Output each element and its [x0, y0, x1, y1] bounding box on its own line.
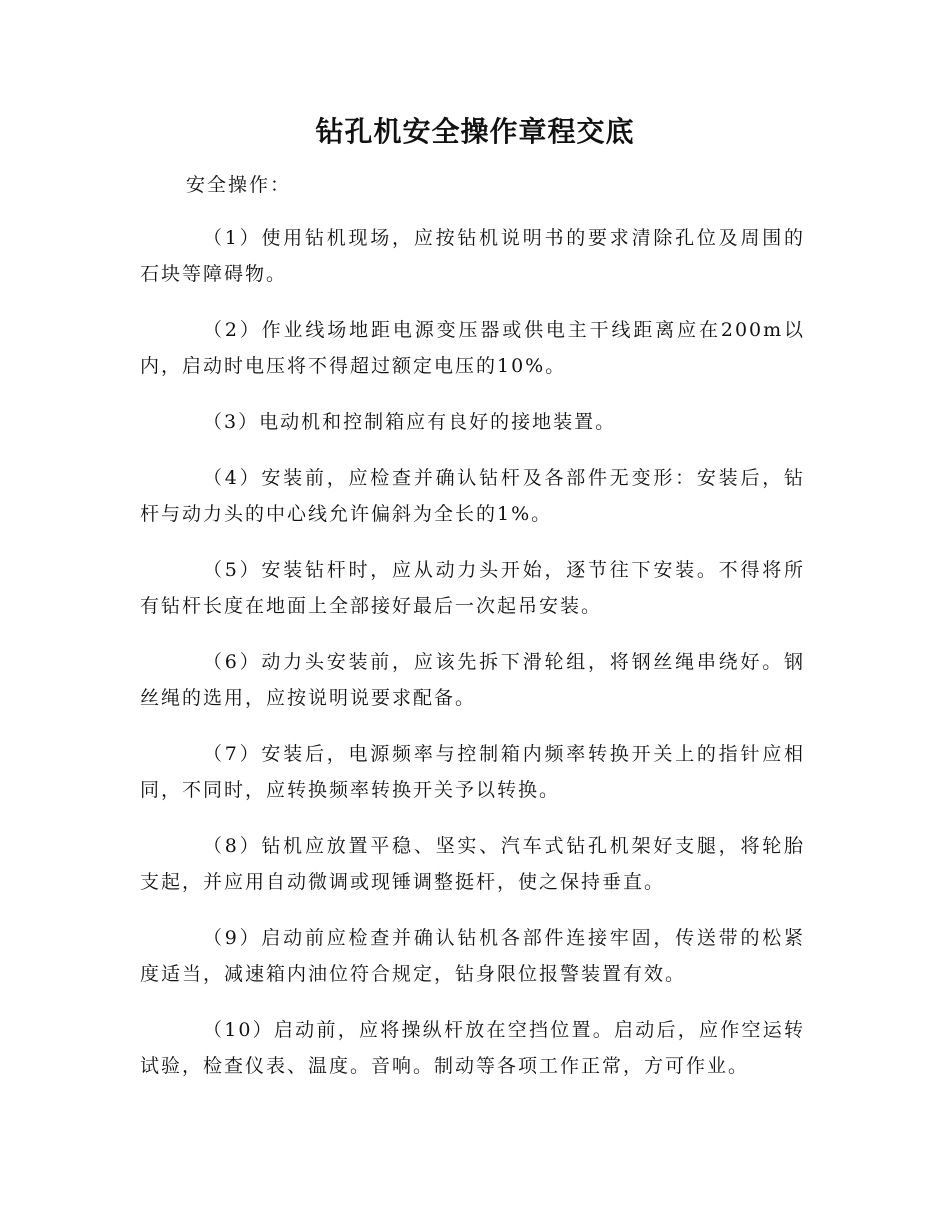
rule-list — [140, 220, 805, 1104]
document-title: 钻孔机安全操作章程交底 — [315, 115, 635, 148]
rule-item-1: （1）使用钻机现场，应按钻机说明书的要求清除孔位及周围的石块等障碍物。 — [140, 227, 805, 285]
rule-item-4: （4）安装前，应检查并确认钻杆及各部件无变形：安装后，钻杆与动力头的中心线允许偏斜为全长的1%。 — [140, 467, 805, 525]
rule-item-7: （7）安装后，电源频率与控制箱内频率转换开关上的指针应相同，不同时，应转换频率转换开关予以转换。 — [140, 743, 805, 801]
rule-item-10: （10）启动前，应将操纵杆放在空挡位置。启动后，应作空运转试验，检查仪表、温度。音响。制动等各项工作正常，方可作业。 — [140, 1019, 805, 1077]
section-label: 安全操作： — [186, 174, 292, 196]
rule-item-5: （5）安装钻杆时，应从动力头开始，逐节往下安装。不得将所有钻杆长度在地面上全部接好最后一次起吊安装。 — [140, 559, 805, 617]
rule-item-9: （9）启动前应检查并确认钻机各部件连接牢固，传送带的松紧度适当，减速箱内油位符合规定，钻身限位报警装置有效。 — [140, 927, 805, 985]
rule-item-6: （6）动力头安装前，应该先拆下滑轮组，将钢丝绳串绕好。钢丝绳的选用，应按说明说要求配备。 — [140, 651, 805, 709]
rule-item-3: （3）电动机和控制箱应有良好的接地装置。 — [203, 411, 617, 433]
rule-item-8: （8）钻机应放置平稳、坚实、汽车式钻孔机架好支腿，将轮胎支起，并应用自动微调或现锤调整挺杆，使之保持垂直。 — [140, 835, 805, 893]
rule-item-2: （2）作业线场地距电源变压器或供电主干线距离应在200m以内，启动时电压将不得超过额定电压的10%。 — [140, 319, 805, 377]
